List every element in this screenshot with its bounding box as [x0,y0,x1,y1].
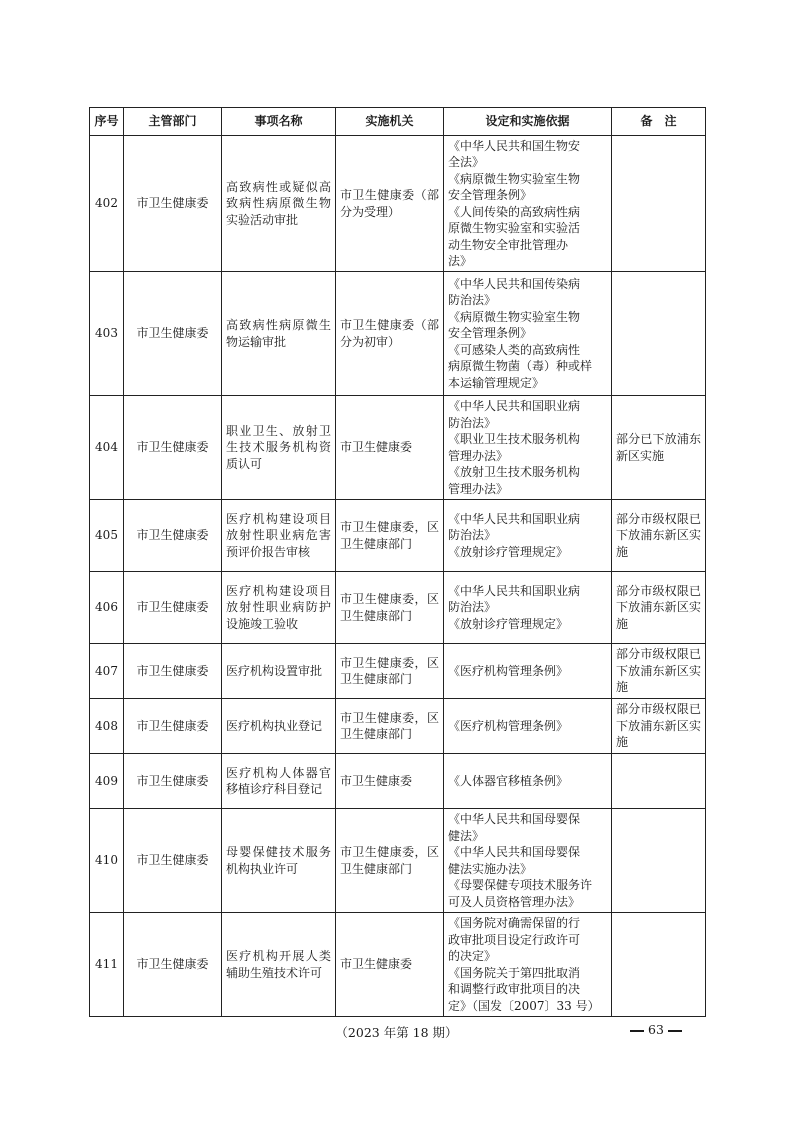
implementing-agency: 市卫生健康委（部分为初审） [336,272,444,396]
remark [612,754,706,809]
item-number: 411 [90,913,124,1017]
legal-basis [444,699,612,754]
department: 市卫生健康委 [124,572,222,644]
implementing-agency: 市卫生健康委，区卫生健康部门 [336,572,444,644]
legal-basis-line: 《人间传染的高致病性病 [448,204,581,219]
implementing-agency: 市卫生健康委，区卫生健康部门 [336,500,444,572]
legal-basis-line: 《中华人民共和国传染病 [448,276,581,291]
legal-basis-line: 政审批项目设定行政许可 [448,932,581,947]
legal-basis-line: 《中华人民共和国母婴保 [448,845,581,859]
header-dept: 主管部门 [124,108,222,136]
table-row [90,396,706,500]
remark [612,272,706,396]
legal-basis-line: 病原微生物菌（毒）种或样 [448,359,593,374]
legal-basis-line: 防治法》 [448,600,497,615]
legal-basis-line: 定》（国发〔2007〕33 号） [448,998,600,1013]
item-number: 409 [90,754,124,809]
header-basis: 设定和实施依据 [444,108,612,136]
item-name: 高致病性或疑似高致病性病原微生物实验活动审批 [222,136,336,272]
header-name: 事项名称 [222,108,336,136]
issue-label: （2023 年第 18 期） [335,1025,458,1040]
legal-basis-line: 《放射诊疗管理规定》 [448,544,569,559]
legal-basis-line: 安全管理条例》 [448,188,533,202]
legal-basis [444,500,612,572]
page-number [626,1022,686,1037]
table-header-row [90,108,706,136]
remark: 部分市级权限已下放浦东新区实施 [612,699,706,754]
department: 市卫生健康委 [124,699,222,754]
remark [612,913,706,1017]
legal-basis-line: 《可感染人类的高致病性 [448,342,581,357]
department: 市卫生健康委 [124,913,222,1017]
legal-basis-line: 《医疗机构管理条例》 [448,663,569,678]
header-org: 实施机关 [336,108,444,136]
department: 市卫生健康委 [124,500,222,572]
item-number: 405 [90,500,124,572]
legal-basis-line: 全法》 [448,155,485,169]
page-number-text: 63 [648,1022,664,1037]
item-number: 406 [90,572,124,644]
legal-basis-line: 防治法》 [448,528,497,543]
legal-basis [444,809,612,913]
implementing-agency: 市卫生健康委（部分为受理） [336,136,444,272]
legal-basis-line: 健法》 [448,828,485,843]
table-row [90,644,706,699]
item-name: 医疗机构建设项目放射性职业病防护设施竣工验收 [222,572,336,644]
legal-basis [444,136,612,272]
legal-basis-line: 法》 [448,254,473,268]
remark: 部分市级权限已下放浦东新区实施 [612,572,706,644]
legal-basis-line: 管理办法》 [448,481,509,496]
legal-basis-line: 安全管理条例》 [448,326,533,341]
legal-basis-line: 防治法》 [448,293,497,308]
department: 市卫生健康委 [124,136,222,272]
remark: 部分市级权限已下放浦东新区实施 [612,500,706,572]
remark [612,809,706,913]
department: 市卫生健康委 [124,809,222,913]
remark [612,136,706,272]
remark: 部分已下放浦东新区实施 [612,396,706,500]
item-number: 410 [90,809,124,913]
item-number: 403 [90,272,124,396]
legal-basis [444,396,612,500]
approval-items-table [89,107,706,1017]
item-name: 医疗机构设置审批 [222,644,336,699]
table-row [90,699,706,754]
legal-basis-line: 《母婴保健专项技术服务许 [448,878,593,892]
legal-basis-line: 《中华人民共和国职业病 [448,399,581,413]
table-row [90,500,706,572]
item-name: 职业卫生、放射卫生技术服务机构资质认可 [222,396,336,500]
table-row [90,572,706,644]
legal-basis-line: 《职业卫生技术服务机构 [448,432,581,446]
table-row [90,913,706,1017]
legal-basis-line: 健法实施办法》 [448,861,533,876]
item-number: 408 [90,699,124,754]
remark: 部分市级权限已下放浦东新区实施 [612,644,706,699]
department: 市卫生健康委 [124,754,222,809]
legal-basis [444,754,612,809]
item-number: 404 [90,396,124,500]
legal-basis-line: 《中华人民共和国母婴保 [448,812,581,826]
legal-basis-line: 《国务院对确需保留的行 [448,916,581,930]
implementing-agency: 市卫生健康委，区卫生健康部门 [336,644,444,699]
legal-basis-line: 《中华人民共和国职业病 [448,583,581,598]
legal-basis-line: 防治法》 [448,415,497,430]
item-number: 407 [90,644,124,699]
legal-basis-line: 管理办法》 [448,448,509,463]
item-name: 母婴保健技术服务机构执业许可 [222,809,336,913]
header-note: 备 注 [612,108,706,136]
legal-basis-line: 《放射诊疗管理规定》 [448,616,569,631]
table-row [90,272,706,396]
legal-basis-line: 《病原微生物实验室生物 [448,171,581,186]
table-row [90,136,706,272]
item-name: 医疗机构人体器官移植诊疗科目登记 [222,754,336,809]
implementing-agency: 市卫生健康委 [336,396,444,500]
legal-basis-line: 和调整行政审批项目的决 [448,982,581,996]
table-row [90,809,706,913]
department: 市卫生健康委 [124,272,222,396]
item-name: 高致病性病原微生物运输审批 [222,272,336,396]
table-row [90,754,706,809]
dash-right [668,1030,682,1032]
implementing-agency: 市卫生健康委 [336,913,444,1017]
legal-basis-line: 的决定》 [448,949,497,963]
legal-basis-line: 可及人员资格管理办法》 [448,894,581,909]
legal-basis [444,272,612,396]
department: 市卫生健康委 [124,644,222,699]
item-name: 医疗机构执业登记 [222,699,336,754]
legal-basis-line: 《病原微生物实验室生物 [448,309,581,324]
dash-left [630,1030,644,1032]
header-no: 序号 [90,108,124,136]
legal-basis [444,572,612,644]
legal-basis-line: 《中华人民共和国职业病 [448,511,581,526]
legal-basis-line: 动生物安全审批管理办 [448,237,569,252]
implementing-agency: 市卫生健康委 [336,754,444,809]
item-name: 医疗机构开展人类辅助生殖技术许可 [222,913,336,1017]
legal-basis-line: 《国务院关于第四批取消 [448,965,581,980]
legal-basis-line: 本运输管理规定》 [448,375,545,390]
legal-basis-line: 《中华人民共和国生物安 [448,138,581,153]
implementing-agency: 市卫生健康委，区卫生健康部门 [336,809,444,913]
legal-basis [444,644,612,699]
legal-basis-line: 《人体器官移植条例》 [448,773,569,788]
item-name: 医疗机构建设项目放射性职业病危害预评价报告审核 [222,500,336,572]
implementing-agency: 市卫生健康委，区卫生健康部门 [336,699,444,754]
legal-basis-line: 原微生物实验室和实验活 [448,221,581,235]
item-number: 402 [90,136,124,272]
legal-basis-line: 《医疗机构管理条例》 [448,718,569,733]
department: 市卫生健康委 [124,396,222,500]
legal-basis-line: 《放射卫生技术服务机构 [448,465,581,479]
legal-basis [444,913,612,1017]
